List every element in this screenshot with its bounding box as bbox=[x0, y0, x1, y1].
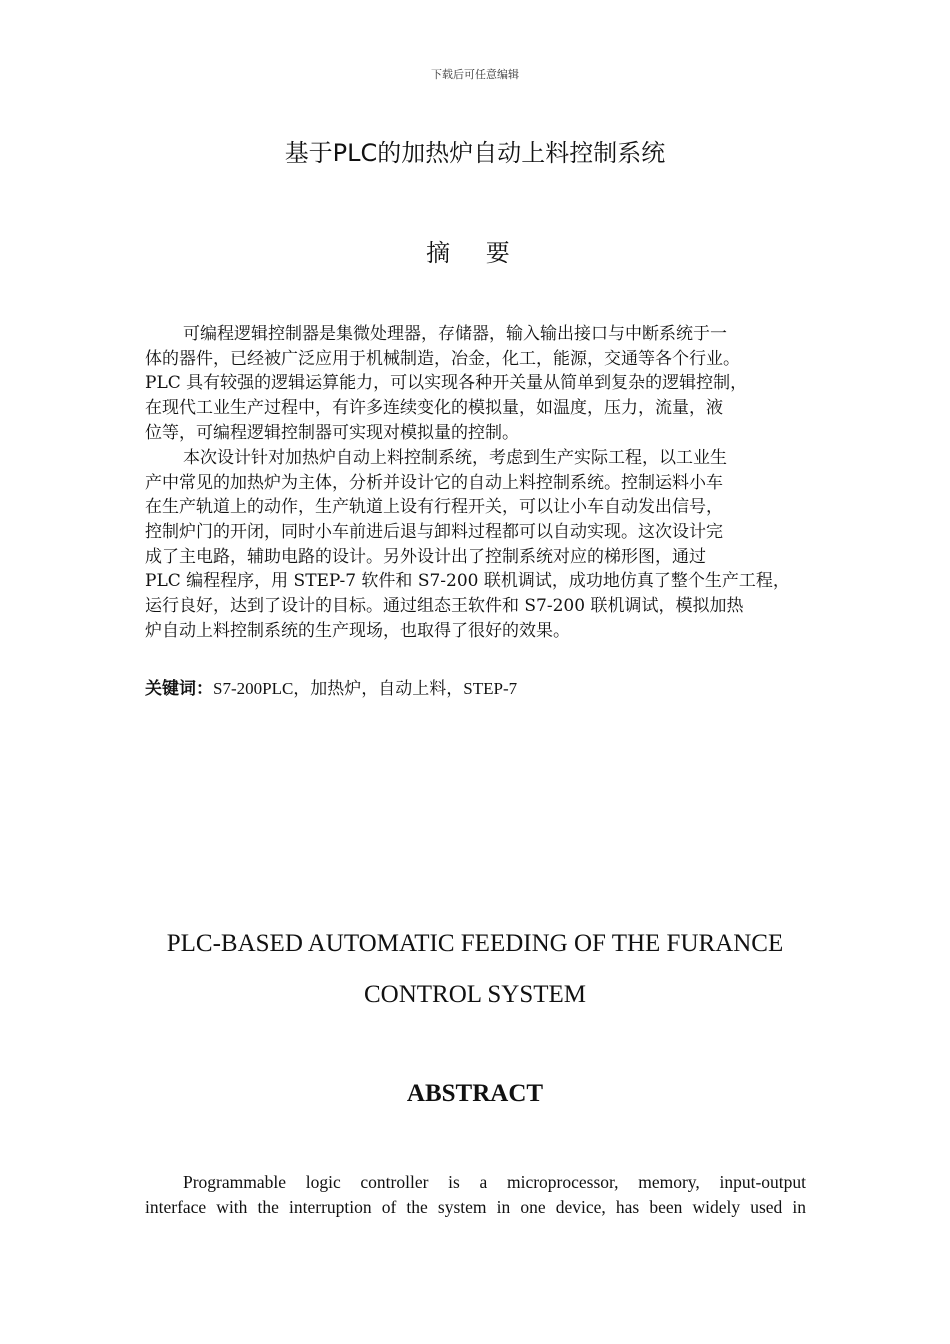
paragraph-line: 控制炉门的开闭，同时小车前进后退与卸料过程都可以自动实现。这次设计完 bbox=[145, 522, 723, 543]
chinese-paragraph-1 bbox=[145, 322, 810, 445]
paragraph-line: PLC 编程程序，用 STEP-7 软件和 S7-200 联机调试，成功地仿真了整个生产工程， bbox=[145, 571, 790, 592]
paragraph-line: 在生产轨道上的动作，生产轨道上设有行程开关，可以让小车自动发出信号， bbox=[145, 497, 723, 518]
english-title-line-1: PLC-BASED AUTOMATIC FEEDING OF THE FURANCE bbox=[166, 930, 784, 957]
paragraph-line: Programmable logic controller is a microprocessor, memory, input-output bbox=[183, 1172, 806, 1192]
english-abstract-heading: ABSTRACT bbox=[406, 1080, 544, 1107]
chinese-abstract-heading: 摘 要 bbox=[426, 239, 524, 267]
paragraph-line: 在现代工业生产过程中，有许多连续变化的模拟量，如温度，压力，流量，液 bbox=[145, 398, 723, 419]
chinese-title: 基于PLC的加热炉自动上料控制系统 bbox=[284, 139, 666, 167]
english-paragraph-1 bbox=[145, 1170, 806, 1220]
paragraph-line: 可编程逻辑控制器是集微处理器，存储器，输入输出接口与中断系统于一 bbox=[183, 324, 727, 344]
paragraph-line: 本次设计针对加热炉自动上料控制系统，考虑到生产实际工程，以工业生 bbox=[183, 448, 727, 468]
english-title-line-2: CONTROL SYSTEM bbox=[363, 981, 586, 1008]
paragraph-line: 位等，可编程逻辑控制器可实现对模拟量的控制。 bbox=[145, 422, 519, 443]
keywords-value: S7-200PLC，加热炉，自动上料，STEP-7 bbox=[213, 679, 518, 698]
paragraph-line: 运行良好，达到了设计的目标。通过组态王软件和 S7-200 联机调试，模拟加热 bbox=[145, 596, 744, 617]
header-note: 下载后可任意编辑 bbox=[431, 68, 519, 81]
keywords-label: 关键词： bbox=[145, 679, 213, 699]
paragraph-line: PLC 具有较强的逻辑运算能力，可以实现各种开关量从简单到复杂的逻辑控制， bbox=[145, 373, 748, 394]
paragraph-line: 炉自动上料控制系统的生产现场，也取得了很好的效果。 bbox=[145, 620, 570, 641]
paragraph-line: interface with the interruption of the system in one device, has been widely used in bbox=[145, 1197, 806, 1217]
paragraph-line: 产中常见的加热炉为主体，分析并设计它的自动上料控制系统。控制运料小车 bbox=[145, 472, 723, 493]
paragraph-line: 成了主电路，辅助电路的设计。另外设计出了控制系统对应的梯形图，通过 bbox=[145, 546, 706, 567]
keywords bbox=[145, 674, 517, 699]
chinese-paragraph-2 bbox=[145, 446, 810, 644]
paragraph-line: 体的器件，已经被广泛应用于机械制造，冶金，化工，能源，交通等各个行业。 bbox=[145, 348, 740, 369]
